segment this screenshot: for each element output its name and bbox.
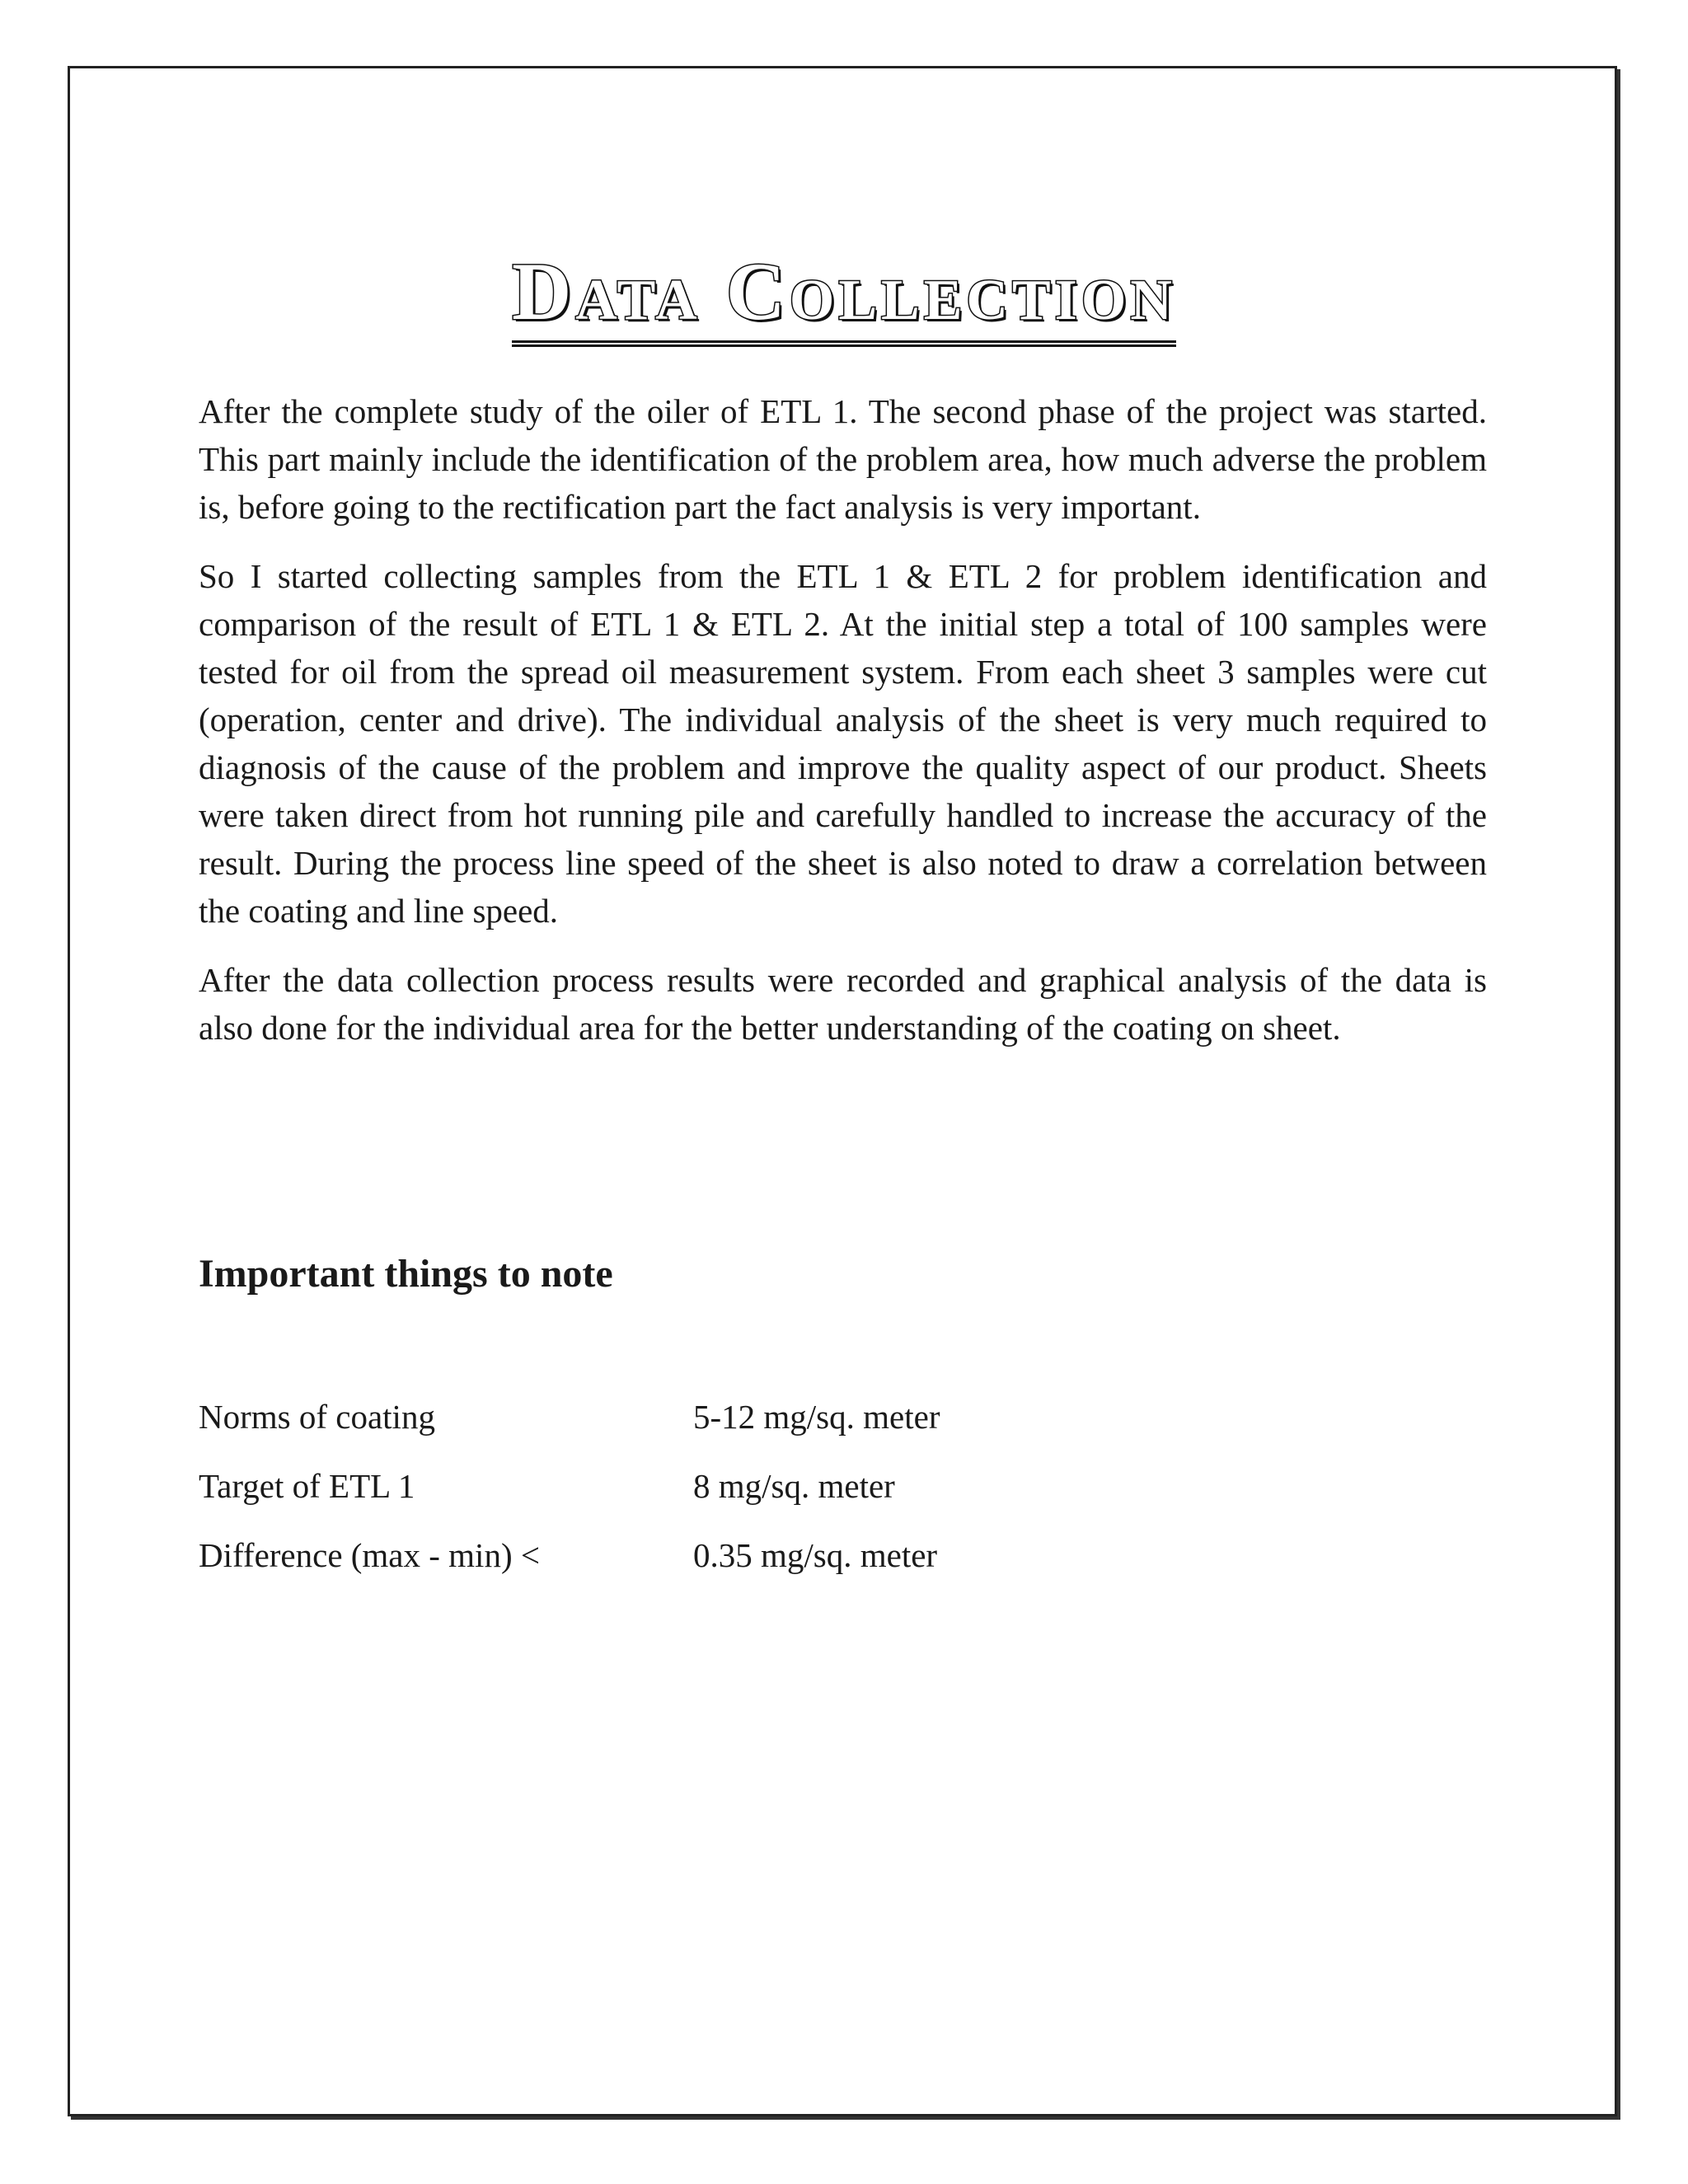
title-container xyxy=(0,191,1688,402)
body-text xyxy=(199,387,1487,1073)
note-row xyxy=(199,1393,1188,1441)
note-value: 0.35 mg/sq. meter xyxy=(693,1536,938,1574)
note-label: Norms of coating xyxy=(199,1398,435,1436)
note-row xyxy=(199,1462,1188,1510)
page-title: Data Collection xyxy=(512,246,1176,347)
paragraph-intro: After the complete study of the oiler of ETL 1. The second phase of the project was started. This part mainly include the identification of the problem area, how much adverse the problem is, before going to the rectification part the fact analysis is very important. xyxy=(199,392,1487,526)
notes-heading: Important things to note xyxy=(199,1252,613,1296)
paragraph-analysis: After the data collection process results were recorded and graphical analysis of the data is also done for the individual area for the better understanding of the coating on sheet. xyxy=(199,961,1487,1047)
notes-list xyxy=(199,1393,1188,1601)
note-value: 5-12 mg/sq. meter xyxy=(693,1398,940,1436)
note-value: 8 mg/sq. meter xyxy=(693,1467,895,1505)
note-label: Difference (max - min) < xyxy=(199,1536,540,1574)
note-row xyxy=(199,1531,1188,1579)
paragraph-sampling: So I started collecting samples from the ETL 1 & ETL 2 for problem identification and comparison of the result of ETL 1 & ETL 2. At the initial step a total of 100 samples were tested for oil from the spread oil measurement system. From each sheet 3 samples were cut (operation, center and drive). The individual analysis of the sheet is very much required to diagnosis of the cause of the problem and improve the quality aspect of our product. Sheets were taken direct from hot running pile and carefully handled to increase the accuracy of the result. During the process line speed of the sheet is also noted to draw a correlation between the coating and line speed. xyxy=(199,557,1487,930)
note-label: Target of ETL 1 xyxy=(199,1467,415,1505)
